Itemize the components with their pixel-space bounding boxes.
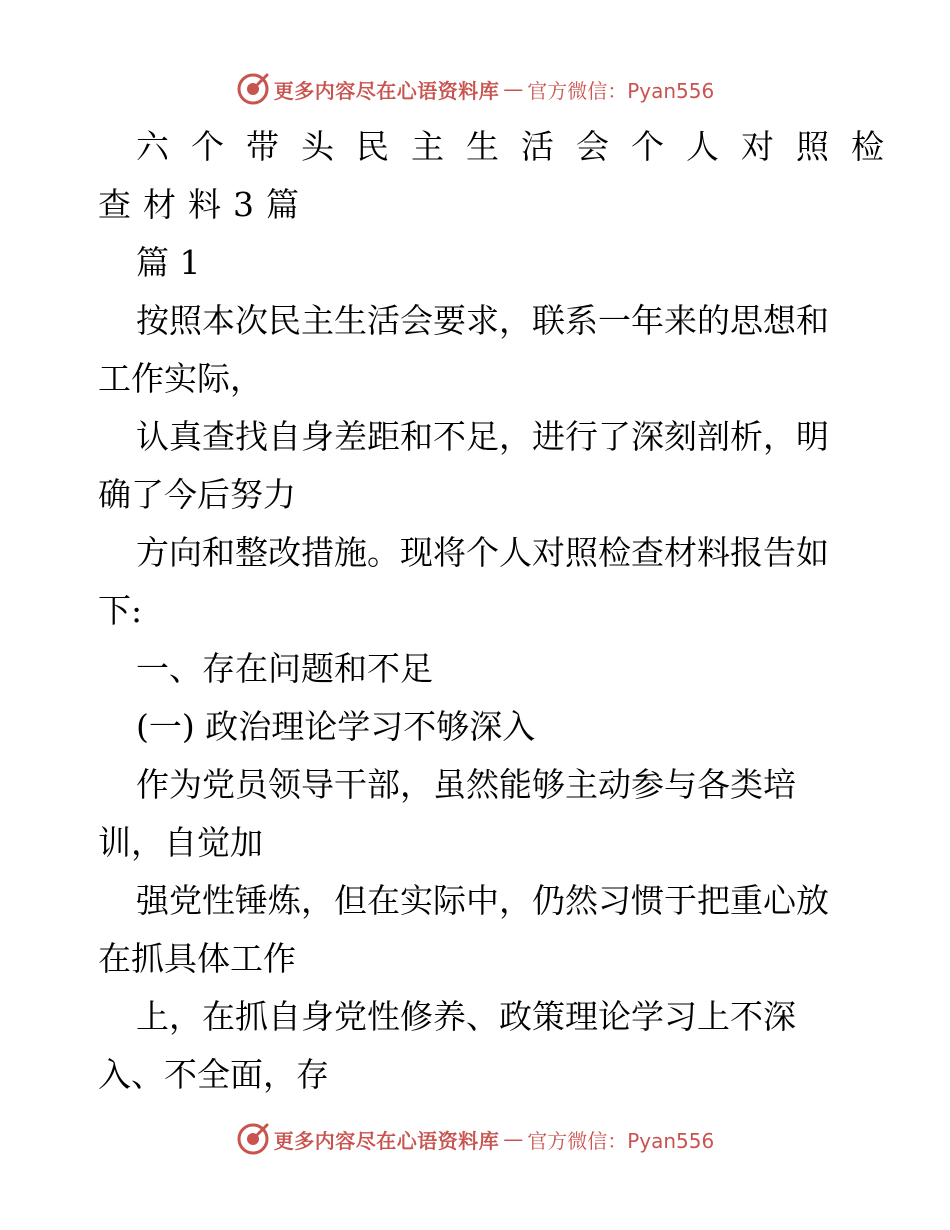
paragraph-line: 强党性锤炼，但在实际中，仍然习惯于把重心放 [136,881,829,920]
watermark-dash: — [503,77,524,101]
heading-problems: 一、存在问题和不足 [136,649,433,688]
document-title-line-2: 查材料3篇 [98,185,311,224]
red-pen-seal-icon [236,72,270,106]
paragraph-line: 在抓具体工作 [98,939,296,978]
subheading-political-theory: (一) 政治理论学习不够深入 [136,707,536,746]
paragraph-line: 上，在抓自身党性修养、政策理论学习上不深 [136,997,796,1036]
paragraph-line: 作为党员领导干部，虽然能够主动参与各类培 [136,765,796,804]
watermark-text: 更多内容尽在心语资料库 [273,1128,500,1153]
watermark-wechat: 官方微信：Pyan556 [527,78,715,103]
paragraph-line: 确了今后努力 [98,475,296,514]
paragraph-line: 下: [98,591,143,630]
paragraph-line: 按照本次民主生活会要求，联系一年来的思想和 [136,301,829,340]
paragraph-line: 方向和整改措施。现将个人对照检查材料报告如 [136,533,829,572]
paragraph-line: 训，自觉加 [98,823,263,862]
paragraph-line: 认真查找自身差距和不足，进行了深刻剖析，明 [136,417,829,456]
watermark-dash: — [503,1127,524,1151]
red-pen-seal-icon [236,1122,270,1156]
watermark-text: 更多内容尽在心语资料库 [273,78,500,103]
section-label: 篇 1 [136,243,201,282]
document-body [98,118,906,1104]
watermark-wechat: 官方微信：Pyan556 [527,1128,715,1153]
paragraph-line: 入、不全面，存 [98,1055,329,1094]
document-title-line-1: 六个带头民主生活会个人对照检 [136,127,906,166]
watermark-banner-top [0,72,950,106]
watermark-banner-bottom [0,1122,950,1156]
paragraph-line: 工作实际， [98,359,263,398]
